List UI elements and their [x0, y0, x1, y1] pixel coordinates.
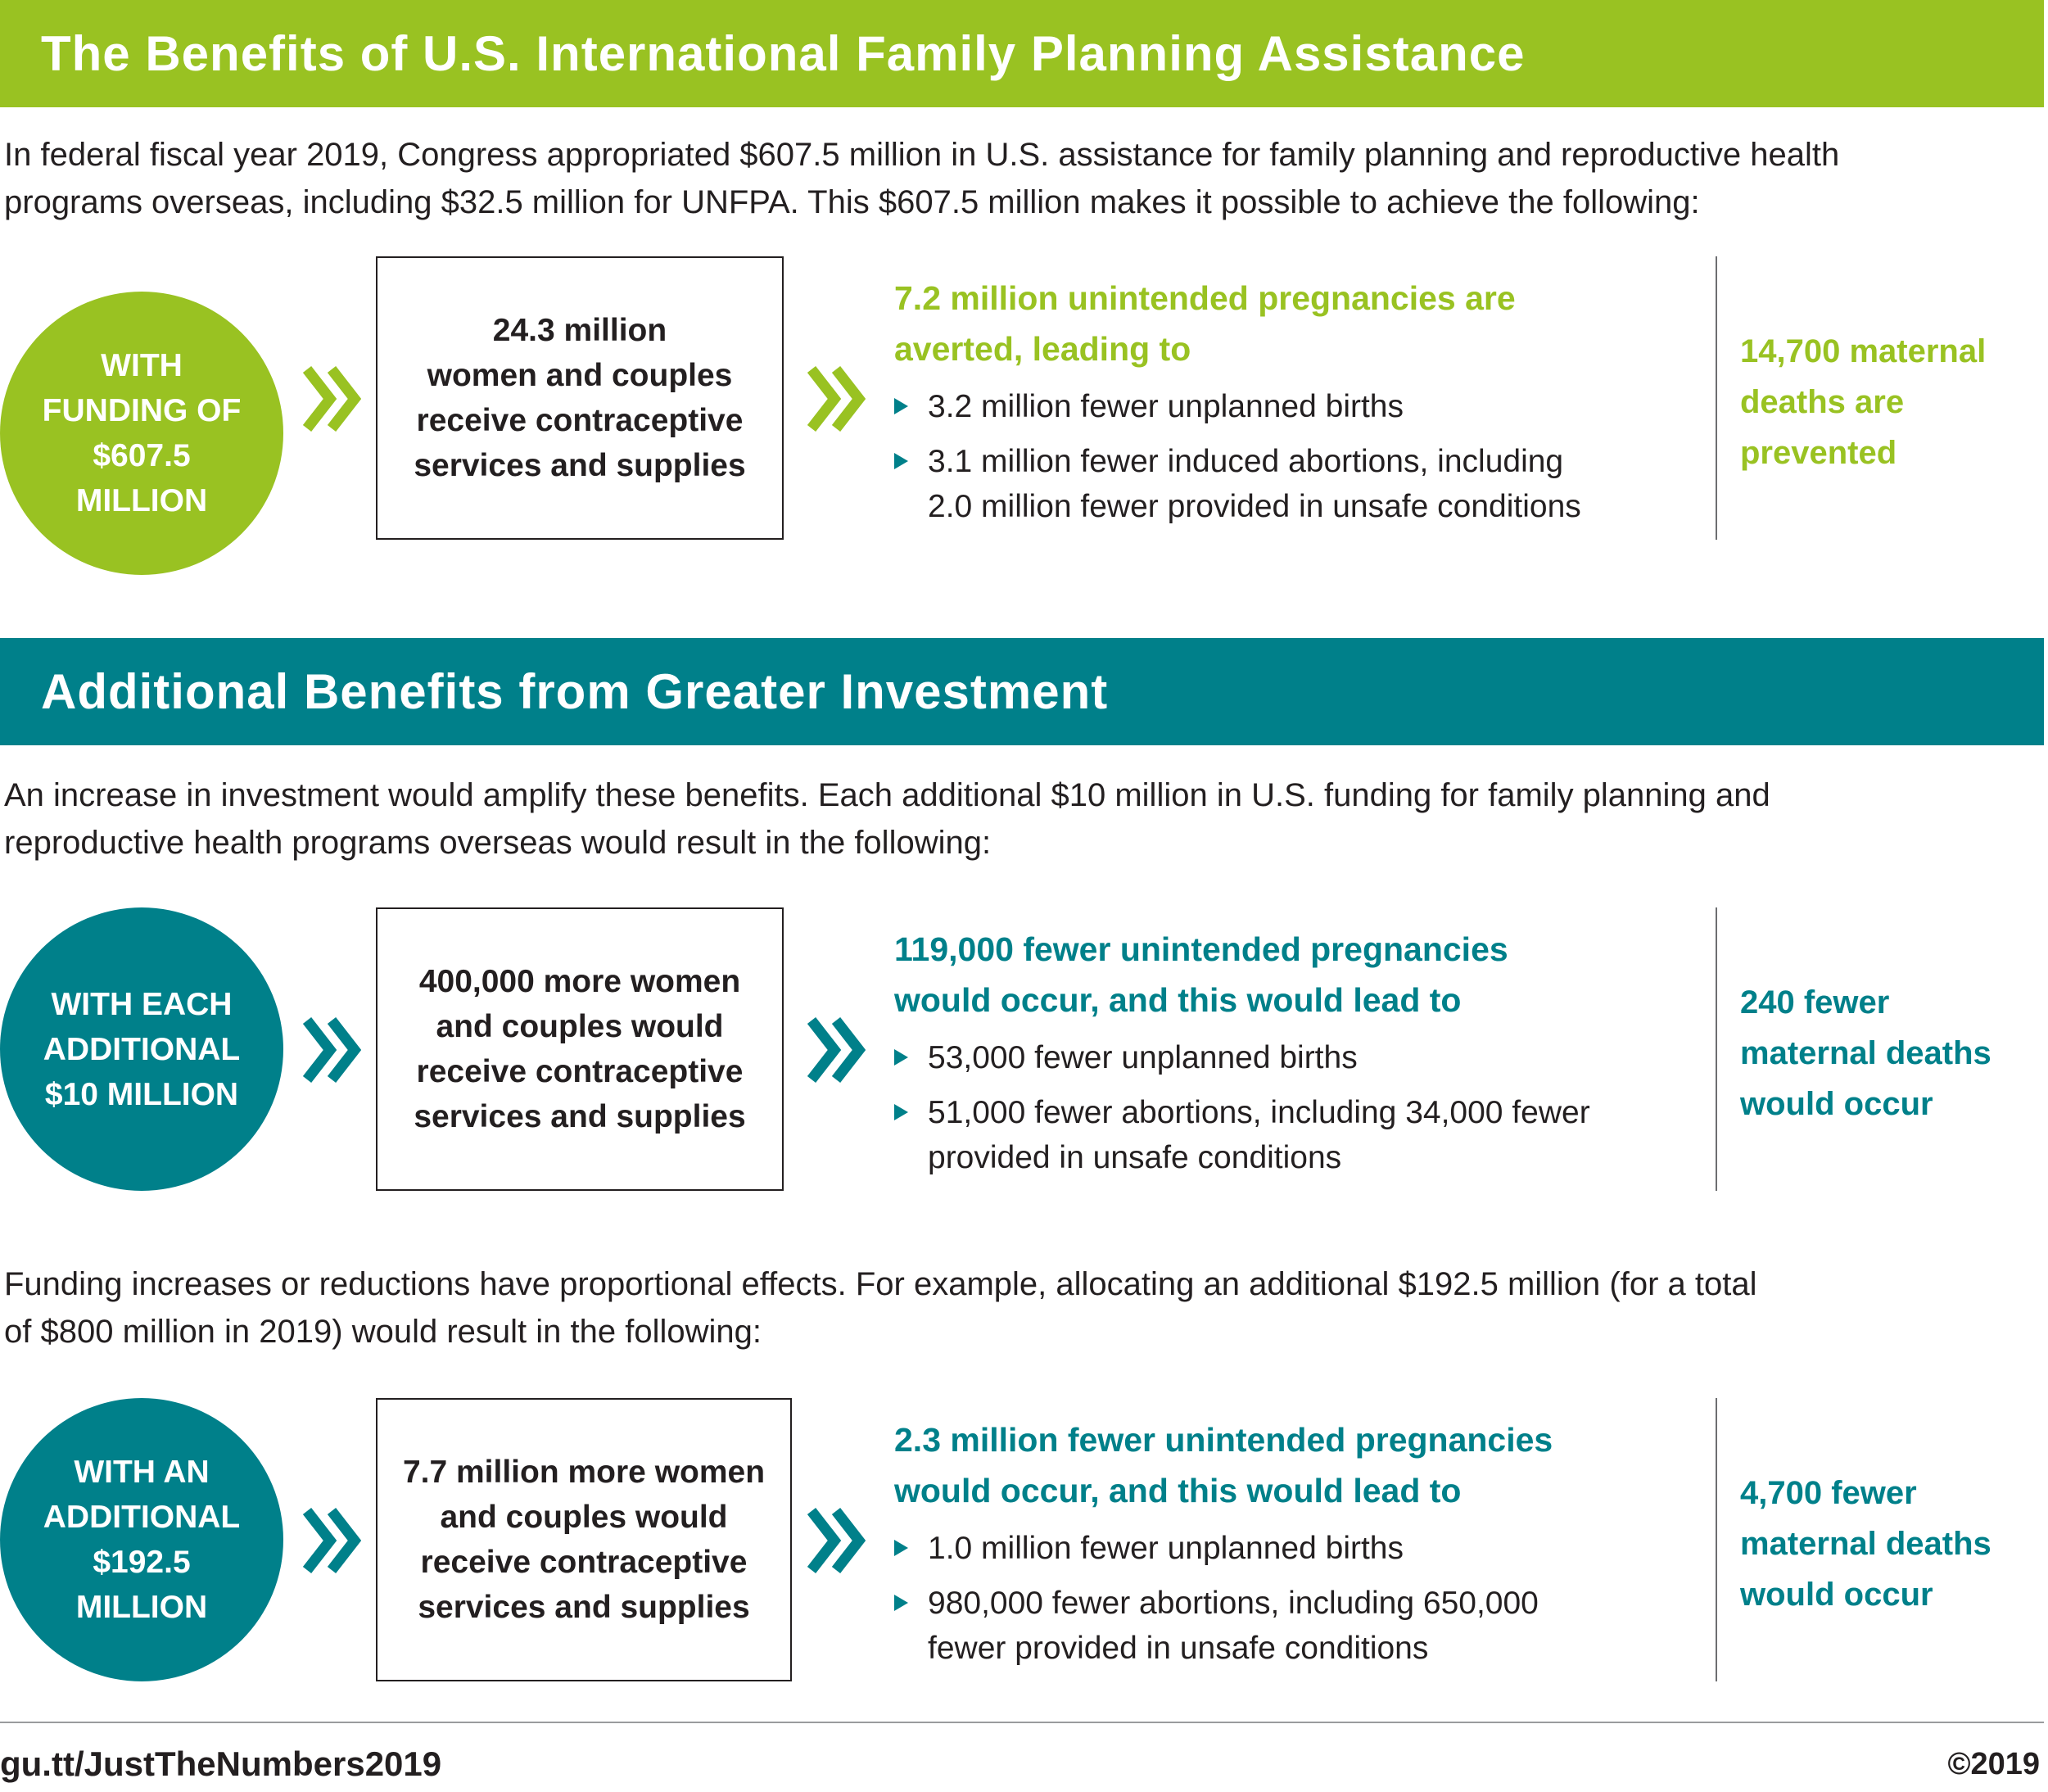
bullet-line: 1.0 million fewer unplanned births: [928, 1531, 1404, 1566]
box-line: receive contraceptive: [416, 1054, 744, 1089]
bullet-line: 3.1 million fewer induced abortions, including: [928, 444, 1564, 479]
heading-line: averted, leading to: [894, 330, 1191, 368]
maternal-outcome: [1740, 977, 2043, 1129]
result-bullet: [894, 439, 1705, 529]
outcome-line: 4,700 fewer: [1740, 1475, 1917, 1511]
triangle-bullet-icon: [894, 1049, 908, 1066]
result-bullet: [894, 1035, 1705, 1080]
result-heading: [894, 273, 1705, 374]
outcome-line: 240 fewer: [1740, 984, 1890, 1020]
box-line: receive contraceptive: [420, 1545, 748, 1580]
outcome-line: deaths are: [1740, 384, 1905, 420]
double-chevron-icon: [302, 364, 361, 433]
outcome-line: would occur: [1740, 1577, 1933, 1613]
section2-intro: [4, 772, 2027, 867]
funding-circle: [0, 907, 283, 1191]
copyright: ©2019: [1947, 1747, 2040, 1781]
result-heading: [894, 1414, 1705, 1516]
intro-line: Funding increases or reductions have proportional effects. For example, allocating an additional $192.5 million (for a total: [4, 1266, 1757, 1302]
funding-circle: [0, 292, 283, 575]
result-bullet: [894, 1526, 1705, 1571]
pregnancies-result: [894, 273, 1705, 529]
triangle-bullet-icon: [894, 1104, 908, 1120]
heading-line: would occur, and this would lead to: [894, 1472, 1462, 1509]
outcome-line: maternal deaths: [1740, 1526, 1991, 1562]
section2-title: Additional Benefits from Greater Investment: [41, 664, 1109, 719]
pregnancies-result: [894, 924, 1705, 1180]
result-bullet: [894, 1090, 1705, 1180]
divider-line: [1716, 1398, 1717, 1681]
circle-line: WITH: [101, 348, 183, 383]
maternal-outcome: [1740, 326, 2043, 478]
result-heading: [894, 924, 1705, 1025]
circle-line: $10 MILLION: [44, 1076, 239, 1112]
circle-line: ADDITIONAL: [43, 1031, 241, 1067]
double-chevron-icon: [302, 1506, 361, 1575]
divider-line: [1716, 907, 1717, 1191]
funding-circle: [0, 1398, 283, 1681]
outcome-line: maternal deaths: [1740, 1035, 1991, 1071]
intro-line: of $800 million in 2019) would result in the following:: [4, 1314, 762, 1350]
triangle-bullet-icon: [894, 1595, 908, 1611]
pregnancies-result: [894, 1414, 1705, 1671]
double-chevron-icon: [807, 364, 866, 433]
maternal-outcome: [1740, 1468, 2043, 1620]
section1-title: The Benefits of U.S. International Family Planning Assistance: [41, 26, 1526, 81]
double-chevron-icon: [807, 1506, 866, 1575]
outcome-line: would occur: [1740, 1086, 1933, 1122]
bullet-line: fewer provided in unsafe conditions: [928, 1631, 1429, 1666]
box-line: and couples would: [440, 1500, 728, 1535]
services-box: [376, 1398, 792, 1681]
footer-divider: [0, 1722, 2044, 1723]
box-line: women and couples: [427, 358, 733, 393]
section3-intro: [4, 1260, 2027, 1355]
outcome-line: prevented: [1740, 435, 1897, 471]
circle-line: WITH AN: [74, 1455, 210, 1490]
triangle-bullet-icon: [894, 453, 908, 469]
box-line: 7.7 million more women: [402, 1455, 766, 1490]
bullet-line: 51,000 fewer abortions, including 34,000 fewer: [928, 1095, 1590, 1130]
circle-line: MILLION: [75, 1590, 208, 1625]
circle-line: $607.5: [93, 438, 191, 473]
box-line: 400,000 more women: [418, 964, 741, 999]
box-line: services and supplies: [414, 448, 746, 483]
section1-intro: [4, 131, 2027, 226]
intro-line: An increase in investment would amplify these benefits. Each additional $10 million in U.S. funding for family planning and: [4, 777, 1770, 813]
bullet-line: provided in unsafe conditions: [928, 1140, 1342, 1175]
heading-line: 7.2 million unintended pregnancies are: [894, 279, 1516, 317]
result-bullet: [894, 384, 1705, 429]
section2-banner: [0, 638, 2044, 745]
box-line: 24.3 million: [492, 313, 667, 348]
circle-line: FUNDING OF: [42, 393, 242, 428]
heading-line: 2.3 million fewer unintended pregnancies: [894, 1421, 1553, 1459]
outcome-line: 14,700 maternal: [1740, 333, 1987, 369]
box-line: services and supplies: [414, 1099, 746, 1134]
section1-banner: [0, 0, 2044, 107]
circle-line: $192.5: [93, 1545, 191, 1580]
services-box: [376, 907, 784, 1191]
footer-link[interactable]: gu.tt/JustTheNumbers2019: [0, 1744, 442, 1783]
triangle-bullet-icon: [894, 1540, 908, 1556]
circle-line: WITH EACH: [51, 986, 233, 1022]
circle-line: ADDITIONAL: [43, 1500, 241, 1535]
circle-line: MILLION: [75, 483, 208, 518]
intro-line: In federal fiscal year 2019, Congress appropriated $607.5 million in U.S. assistance for family planning and reproductive health: [4, 137, 1840, 173]
box-line: receive contraceptive: [416, 403, 744, 438]
intro-line: reproductive health programs overseas would result in the following:: [4, 825, 992, 861]
services-box: [376, 256, 784, 540]
bullet-line: 980,000 fewer abortions, including 650,000: [928, 1586, 1539, 1621]
bullet-line: 2.0 million fewer provided in unsafe conditions: [928, 489, 1581, 524]
double-chevron-icon: [807, 1016, 866, 1084]
box-line: and couples would: [436, 1009, 724, 1044]
bullet-line: 3.2 million fewer unplanned births: [928, 389, 1404, 424]
intro-line: programs overseas, including $32.5 million for UNFPA. This $607.5 million makes it possible to achieve the following:: [4, 184, 1700, 220]
result-bullet: [894, 1581, 1705, 1671]
double-chevron-icon: [302, 1016, 361, 1084]
triangle-bullet-icon: [894, 398, 908, 414]
heading-line: 119,000 fewer unintended pregnancies: [894, 930, 1508, 968]
bullet-line: 53,000 fewer unplanned births: [928, 1040, 1358, 1075]
box-line: services and supplies: [418, 1590, 750, 1625]
divider-line: [1716, 256, 1717, 540]
heading-line: would occur, and this would lead to: [894, 981, 1462, 1019]
